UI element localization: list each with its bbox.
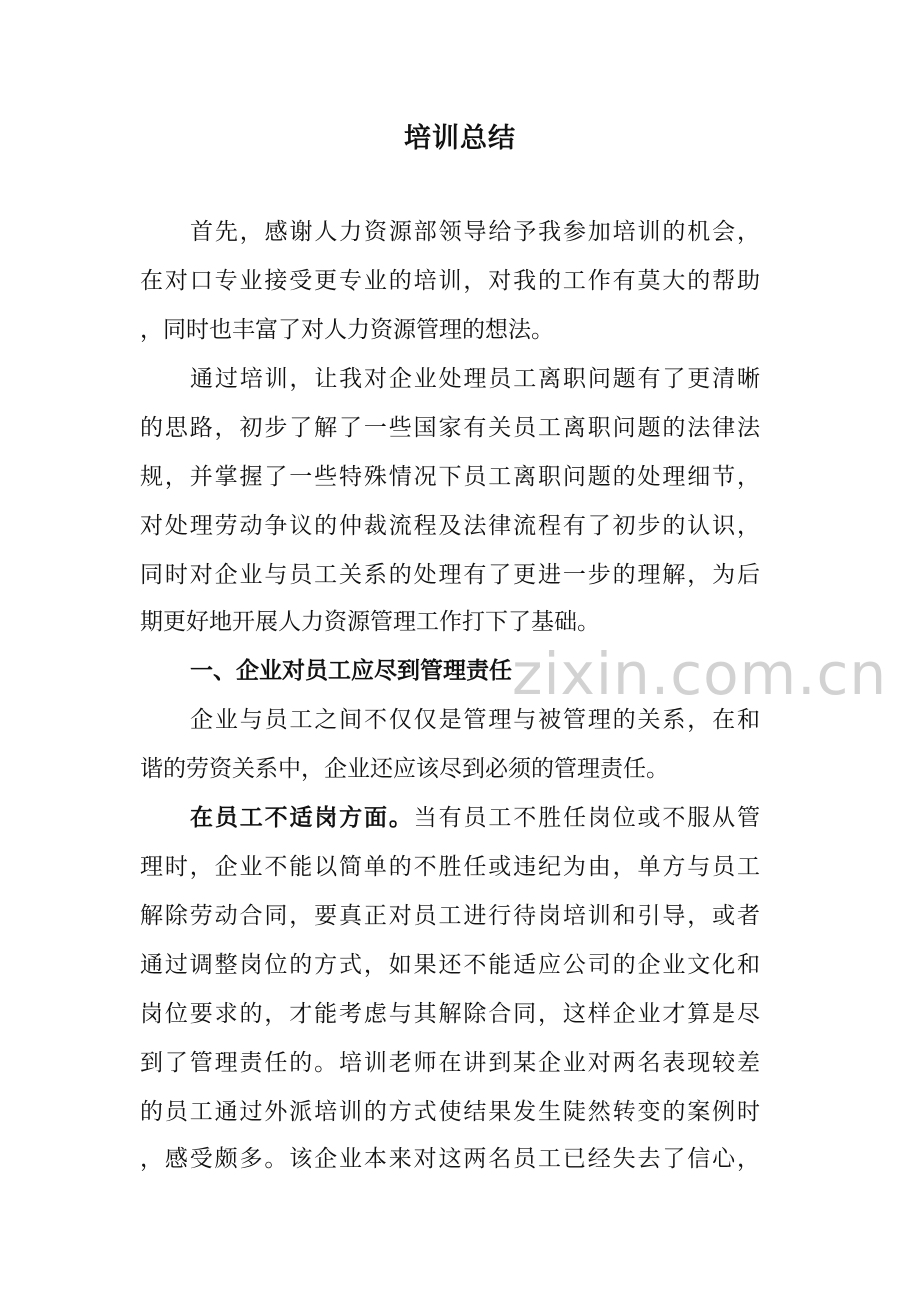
paragraph-line: ，感受颇多。该企业本来对这两名员工已经失去了信心， — [140, 1146, 760, 1172]
page-title: 培训总结 — [404, 123, 516, 154]
paragraph-line: 同时对企业与员工关系的处理有了更进一步的理解，为后 — [140, 562, 760, 588]
paragraph-line: 解除劳动合同，要真正对员工进行待岗培训和引导，或者 — [140, 903, 760, 929]
paragraph-line: 岗位要求的，才能考虑与其解除合同，这样企业才算是尽 — [140, 1001, 760, 1027]
bold-lead-phrase: 在员工不适岗方面。 — [190, 805, 414, 831]
paragraph-line: 在对口专业接受更专业的培训，对我的工作有莫大的帮助 — [140, 268, 760, 294]
paragraph-line: 理时，企业不能以简单的不胜任或违纪为由，单方与员工 — [140, 854, 760, 880]
paragraph-line: 通过培训，让我对企业处理员工离职问题有了更清晰 — [190, 366, 760, 392]
paragraph-line — [190, 803, 760, 833]
paragraph-line: 到了管理责任的。培训老师在讲到某企业对两名表现较差 — [140, 1050, 760, 1076]
watermark: zixin.com.cn — [512, 640, 888, 708]
paragraph-line: 的思路，初步了解了一些国家有关员工离职问题的法律法 — [140, 415, 760, 441]
paragraph-text: 当有员工不胜任岗位或不服从管 — [413, 805, 761, 831]
paragraph-line: 首先，感谢人力资源部领导给予我参加培训的机会， — [190, 219, 760, 245]
paragraph-line: 的员工通过外派培训的方式使结果发生陡然转变的案例时 — [140, 1099, 760, 1125]
paragraph-line: 期更好地开展人力资源管理工作打下了基础。 — [140, 609, 600, 635]
paragraph-line: 企业与员工之间不仅仅是管理与被管理的关系，在和 — [190, 707, 760, 733]
section-heading: 一、企业对员工应尽到管理责任 — [190, 658, 512, 684]
paragraph-line: ，同时也丰富了对人力资源管理的想法。 — [140, 317, 554, 343]
paragraph-line: 谐的劳资关系中，企业还应该尽到必须的管理责任。 — [140, 756, 669, 782]
paragraph-line: 规，并掌握了一些特殊情况下员工离职问题的处理细节， — [140, 464, 760, 490]
paragraph-line: 通过调整岗位的方式，如果还不能适应公司的企业文化和 — [140, 952, 760, 978]
paragraph-line: 对处理劳动争议的仲裁流程及法律流程有了初步的认识， — [140, 513, 760, 539]
